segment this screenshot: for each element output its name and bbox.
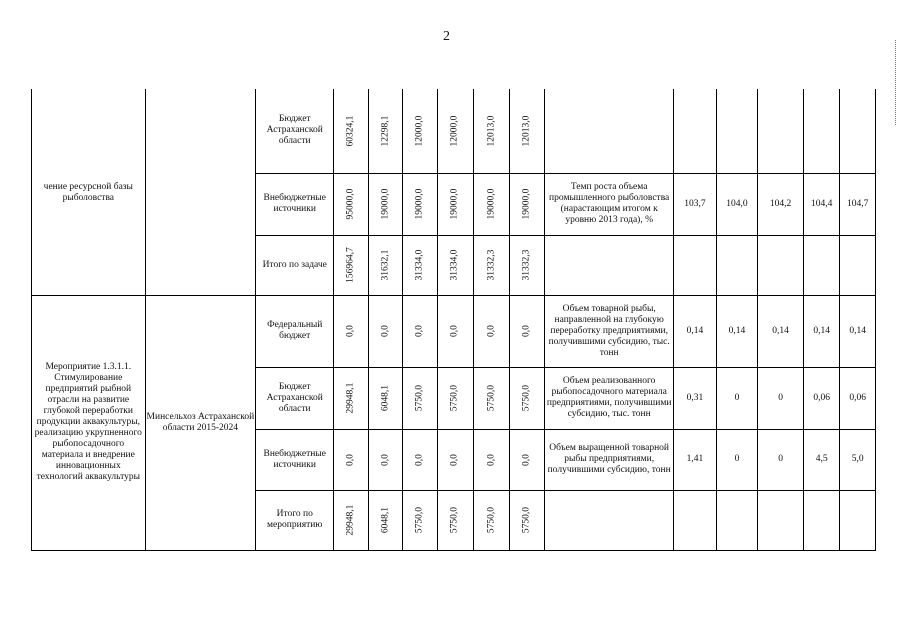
amount-value: 0,0 xyxy=(486,453,496,466)
amount-value: 6048,1 xyxy=(380,384,390,412)
amount-year-cell xyxy=(368,490,402,550)
indicator-value xyxy=(758,490,804,550)
amount-value: 12298,1 xyxy=(380,115,390,147)
amount-value: 31332,3 xyxy=(521,249,532,281)
task-description-cell xyxy=(32,89,146,295)
funding-source: Внебюджетные источники xyxy=(256,429,334,490)
indicator-value xyxy=(803,235,840,295)
indicator-value xyxy=(840,490,876,550)
amount-value: 0,0 xyxy=(414,453,425,466)
amount-value: 0,0 xyxy=(449,325,460,337)
amount-year-cell xyxy=(403,490,437,550)
amount-value: 95000,0 xyxy=(345,188,356,220)
amount-year-cell xyxy=(474,490,510,550)
indicator-name: Темп роста объема промышленного рыболовства (нарастающим итогом к уровню 2013 года), % xyxy=(545,173,674,235)
indicator-value xyxy=(758,235,804,295)
amount-value: 0,0 xyxy=(380,325,390,337)
amount-year-cell xyxy=(474,429,510,490)
indicator-name xyxy=(545,89,674,173)
indicator-value: 0,06 xyxy=(840,367,876,429)
amount-year-cell xyxy=(437,89,474,173)
indicator-name xyxy=(545,235,674,295)
scan-edge-mark xyxy=(895,40,899,125)
amount-year-cell xyxy=(403,429,437,490)
indicator-value: 0,06 xyxy=(803,367,840,429)
funding-source: Внебюджетные источники xyxy=(256,173,334,235)
task-description: чение ресурсной базы рыболовства xyxy=(43,181,133,203)
indicator-value xyxy=(716,235,758,295)
amount-value: 5750,0 xyxy=(521,384,532,412)
amount-value: 29948,1 xyxy=(345,382,356,414)
measure-executor: Минсельхоз Астраханской области 2015-2024 xyxy=(146,411,255,433)
amount-value: 0,0 xyxy=(380,453,390,466)
amount-total-cell xyxy=(334,89,368,173)
amount-value: 19000,0 xyxy=(449,188,460,220)
amount-year-cell xyxy=(368,173,402,235)
indicator-value xyxy=(716,89,758,173)
amount-value: 0,0 xyxy=(449,453,460,466)
amount-value: 31332,3 xyxy=(486,249,496,281)
amount-value: 5750,0 xyxy=(414,506,425,534)
amount-year-cell xyxy=(509,429,545,490)
amount-year-cell xyxy=(474,235,510,295)
indicator-value: 104,4 xyxy=(803,173,840,235)
amount-total-cell xyxy=(334,173,368,235)
measure-row-federal xyxy=(32,295,876,367)
indicator-value xyxy=(803,89,840,173)
indicator-name: Объем реализованного рыбопосадочного материала предприятиями, получившими субсидию, тыс. тонн xyxy=(545,367,674,429)
amount-year-cell xyxy=(509,367,545,429)
amount-value: 0,0 xyxy=(486,325,496,337)
amount-value: 0,0 xyxy=(414,325,425,337)
amount-year-cell xyxy=(437,490,474,550)
amount-total-cell xyxy=(334,235,368,295)
amount-year-cell xyxy=(368,295,402,367)
amount-value: 12013,0 xyxy=(521,115,532,147)
amount-year-cell xyxy=(368,429,402,490)
amount-value: 5750,0 xyxy=(414,384,425,412)
amount-value: 60324,1 xyxy=(345,115,356,147)
amount-year-cell xyxy=(437,173,474,235)
indicator-name: Объем товарной рыбы, направленной на глубокую переработку предприятиями, получившими субсидию, тыс. тонн xyxy=(545,295,674,367)
amount-value: 0,0 xyxy=(345,453,356,466)
amount-value: 5750,0 xyxy=(486,506,496,534)
task-executor-cell xyxy=(145,89,256,295)
amount-value: 6048,1 xyxy=(380,506,390,534)
amount-value: 19000,0 xyxy=(521,188,532,220)
amount-year-cell xyxy=(403,89,437,173)
funding-source: Федеральный бюджет xyxy=(256,295,334,367)
amount-year-cell xyxy=(437,235,474,295)
funding-source: Бюджет Астраханской области xyxy=(256,89,334,173)
indicator-value: 0,14 xyxy=(758,295,804,367)
amount-value: 0,0 xyxy=(521,453,532,466)
indicator-value xyxy=(674,235,717,295)
indicator-value: 0,14 xyxy=(674,295,717,367)
indicator-value: 104,2 xyxy=(758,173,804,235)
amount-year-cell xyxy=(437,295,474,367)
amount-value: 12013,0 xyxy=(486,115,496,147)
amount-year-cell xyxy=(509,89,545,173)
indicator-value: 0,14 xyxy=(803,295,840,367)
amount-value: 19000,0 xyxy=(380,188,390,220)
indicator-value: 104,7 xyxy=(840,173,876,235)
indicator-value: 0,14 xyxy=(716,295,758,367)
indicator-value: 0,31 xyxy=(674,367,717,429)
indicator-value: 1,41 xyxy=(674,429,717,490)
amount-value: 31334,0 xyxy=(449,249,460,281)
amount-value: 19000,0 xyxy=(486,188,496,220)
amount-value: 5750,0 xyxy=(486,384,496,412)
amount-year-cell xyxy=(403,295,437,367)
amount-total-cell xyxy=(334,295,368,367)
amount-total-cell xyxy=(334,367,368,429)
indicator-value xyxy=(840,89,876,173)
indicator-value: 0 xyxy=(758,367,804,429)
amount-value: 0,0 xyxy=(345,325,356,337)
amount-year-cell xyxy=(474,295,510,367)
amount-year-cell xyxy=(474,89,510,173)
task-row-budget xyxy=(32,89,876,173)
amount-total-cell xyxy=(334,429,368,490)
indicator-value xyxy=(758,89,804,173)
amount-value: 5750,0 xyxy=(449,506,460,534)
amount-value: 31632,1 xyxy=(380,249,390,281)
amount-year-cell xyxy=(437,429,474,490)
amount-year-cell xyxy=(403,173,437,235)
page-number: 2 xyxy=(443,29,450,44)
program-table xyxy=(31,89,876,551)
amount-year-cell xyxy=(368,235,402,295)
indicator-name: Объем выращенной товарной рыбы предприятиями, получившими субсидию, тонн xyxy=(545,429,674,490)
amount-year-cell xyxy=(368,367,402,429)
indicator-value: 0 xyxy=(758,429,804,490)
indicator-value xyxy=(674,490,717,550)
amount-year-cell xyxy=(509,235,545,295)
amount-year-cell xyxy=(474,367,510,429)
amount-year-cell xyxy=(509,295,545,367)
amount-value: 5750,0 xyxy=(449,384,460,412)
funding-source: Бюджет Астраханской области xyxy=(256,367,334,429)
amount-value: 0,0 xyxy=(521,325,532,337)
indicator-value xyxy=(716,490,758,550)
funding-source: Итого по мероприятию xyxy=(256,490,334,550)
amount-value: 5750,0 xyxy=(521,506,532,534)
amount-year-cell xyxy=(403,235,437,295)
amount-value: 29948,1 xyxy=(345,504,356,536)
indicator-value: 0,14 xyxy=(840,295,876,367)
indicator-value xyxy=(803,490,840,550)
funding-source: Итого по задаче xyxy=(256,235,334,295)
amount-value: 31334,0 xyxy=(414,249,425,281)
amount-value: 12000,0 xyxy=(449,115,460,147)
amount-value: 156964,7 xyxy=(345,247,356,283)
amount-value: 19000,0 xyxy=(414,188,425,220)
amount-total-cell xyxy=(334,490,368,550)
measure-description-cell xyxy=(32,295,146,550)
amount-year-cell xyxy=(403,367,437,429)
measure-executor-cell xyxy=(145,295,256,550)
indicator-value: 4,5 xyxy=(803,429,840,490)
amount-year-cell xyxy=(474,173,510,235)
amount-value: 12000,0 xyxy=(414,115,425,147)
amount-year-cell xyxy=(509,490,545,550)
indicator-name xyxy=(545,490,674,550)
measure-description: Мероприятие 1.3.1.1. Стимулирование предприятий рыбной отрасли на развитие глубокой переработки продукции аквакультуры, реализацию укрупненного рыбопосадочного материала и внедрение инновационных технологий аквакультуры xyxy=(34,362,142,482)
indicator-value: 103,7 xyxy=(674,173,717,235)
amount-year-cell xyxy=(368,89,402,173)
amount-year-cell xyxy=(509,173,545,235)
indicator-value: 0 xyxy=(716,429,758,490)
indicator-value: 104,0 xyxy=(716,173,758,235)
indicator-value: 5,0 xyxy=(840,429,876,490)
indicator-value xyxy=(840,235,876,295)
amount-year-cell xyxy=(437,367,474,429)
indicator-value: 0 xyxy=(716,367,758,429)
indicator-value xyxy=(674,89,717,173)
